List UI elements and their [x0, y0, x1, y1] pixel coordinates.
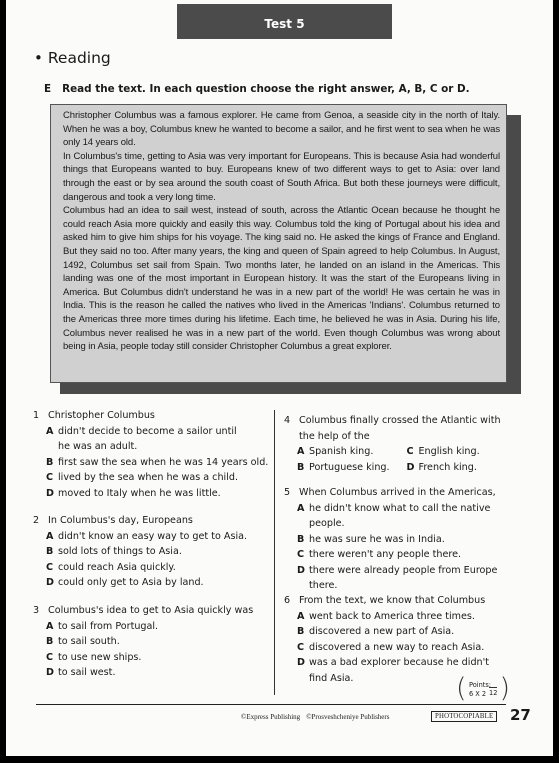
- option-letter: C: [406, 446, 414, 457]
- test-title: Test 5: [264, 17, 305, 31]
- option-4b[interactable]: [297, 460, 407, 476]
- question-number: 6: [284, 595, 291, 606]
- reading-passage: [50, 104, 507, 383]
- right-parenthesis: ): [499, 673, 510, 704]
- option-text: to use new ships.: [58, 651, 142, 663]
- section-title: Reading: [47, 49, 111, 67]
- test-title-banner: [177, 4, 392, 39]
- option-1c[interactable]: [33, 470, 273, 486]
- question-stem: Columbus's idea to get to Asia quickly was: [48, 605, 254, 616]
- option-letter: B: [297, 533, 305, 545]
- option-letter: C: [46, 561, 54, 573]
- passage-paragraph-1: Christopher Columbus was a famous explorer. He came from Genoa, a seaside city in the north of Italy. When he was a boy, Columbus knew he wanted to become a sailor, and he first went to sea when he was only 14 years old.: [63, 110, 500, 149]
- option-4a[interactable]: [297, 444, 407, 460]
- question-stem: From the text, we know that Columbus: [299, 595, 486, 606]
- option-text: he didn't know what to call the native people.: [309, 502, 491, 529]
- publisher-2: ©Prosveshcheniye Publishers: [306, 713, 390, 721]
- option-letter: A: [46, 425, 54, 437]
- question-number: 1: [33, 410, 40, 421]
- option-3b[interactable]: [33, 634, 273, 650]
- option-text: went back to America three times.: [309, 610, 475, 622]
- option-letter: B: [297, 626, 305, 637]
- option-letter: A: [297, 446, 305, 457]
- question-1: [33, 408, 273, 501]
- option-4d[interactable]: [407, 460, 517, 476]
- option-letter: D: [46, 577, 54, 588]
- option-letter: A: [46, 620, 54, 632]
- option-text: sold lots of things to Asia.: [58, 546, 182, 557]
- option-text: French king.: [418, 461, 477, 473]
- option-letter: D: [297, 564, 305, 576]
- option-text: didn't decide to become a sailor until he was an adult.: [58, 425, 237, 452]
- question-3: [33, 603, 273, 681]
- option-letter: C: [46, 651, 54, 663]
- points-label-group: [469, 681, 491, 699]
- passage-paragraph-2: In Columbus's time, getting to Asia was very important for Europeans. This is because Asia had wonderful things that Europeans wanted to buy. Europeans knew of two different ways to get to Asia: over land through the east or by sea around the south coast of South Africa. But both these journeys were difficult, dangerous and took a very long time.: [63, 150, 500, 203]
- option-letter: D: [297, 657, 305, 668]
- question-stem: When Columbus arrived in the Americas,: [299, 487, 496, 498]
- option-1d[interactable]: [33, 486, 273, 502]
- option-letter: B: [46, 636, 54, 647]
- publisher-1: ©Express Publishing: [241, 713, 301, 721]
- option-5b[interactable]: [284, 532, 516, 548]
- option-letter: B: [46, 456, 54, 468]
- passage-paragraph-3: Columbus had an idea to sail west, instead of south, across the Atlantic Ocean because he thought he could reach Asia more quickly and easily this way. Columbus told the king of Portugal about his idea and asked him to give him ships for his voyage. The king said no. He asked the kings of France and England. But they said no too. After many years, the king and queen of Spain agreed to help Columbus. In August, 1492, Columbus set sail from Spain. Two months later, he landed on an island in the Americas. This landing was one of the most important in European history. It was the start of the Europeans living in America. But Columbus didn't understand he was in a new part of the world! He was certain he was in India. This is the reason he called the natives who lived in the Americas 'Indians'. Columbus returned to the Americas three more times during his lifetime. Each time, he believed he was in Asia. During his life, Columbus never realised he was in a new part of the world. Even though Columbus was wrong about being in Asia, people today still consider Christopher Columbus a great explorer.: [63, 205, 500, 353]
- option-text: discovered a new way to reach Asia.: [309, 641, 485, 653]
- option-text: to sail from Portugal.: [58, 620, 159, 632]
- option-letter: A: [297, 502, 305, 514]
- points-label: Points:: [469, 681, 492, 689]
- column-divider: [274, 410, 275, 695]
- option-text: there weren't any people there.: [309, 549, 462, 560]
- points-formula: 6 X 2: [469, 690, 487, 698]
- option-text: to sail south.: [58, 636, 120, 647]
- task-letter: E: [44, 83, 52, 95]
- left-parenthesis: (: [456, 673, 467, 704]
- option-letter: B: [297, 461, 305, 473]
- option-text: English king.: [418, 446, 480, 457]
- option-text: didn't know an easy way to get to Asia.: [58, 530, 248, 542]
- option-1a[interactable]: [33, 424, 273, 455]
- question-number: 4: [284, 415, 291, 426]
- footer-rule: [36, 704, 506, 705]
- option-4c[interactable]: [407, 444, 517, 460]
- option-letter: D: [406, 461, 415, 473]
- option-text: could only get to Asia by land.: [58, 577, 204, 588]
- task-instruction-text: Read the text. In each question choose the right answer, A, B, C or D.: [62, 83, 470, 95]
- option-3a[interactable]: [33, 619, 273, 635]
- option-6c[interactable]: [284, 640, 516, 656]
- option-letter: C: [297, 641, 305, 653]
- option-letter: D: [46, 487, 54, 499]
- points-box: [456, 673, 510, 705]
- option-letter: C: [297, 549, 305, 560]
- option-text: Portuguese king.: [309, 461, 390, 473]
- question-stem: In Columbus's day, Europeans: [48, 515, 193, 526]
- option-5c[interactable]: [284, 547, 516, 563]
- option-2d[interactable]: [33, 575, 273, 591]
- option-text: Spanish king.: [309, 446, 374, 457]
- option-text: he was sure he was in India.: [309, 533, 445, 545]
- option-text: there were already people from Europe there.: [309, 564, 498, 591]
- photocopiable-badge: PHOTOCOPIABLE: [431, 711, 497, 722]
- option-text: to sail west.: [58, 667, 116, 678]
- question-2: [33, 513, 273, 591]
- option-letter: D: [46, 667, 54, 678]
- page-number: 27: [510, 706, 531, 724]
- option-6b[interactable]: [284, 624, 516, 640]
- option-5d[interactable]: [284, 563, 516, 594]
- option-3c[interactable]: [33, 650, 273, 666]
- option-text: discovered a new part of Asia.: [309, 626, 455, 637]
- footer-publishers: [241, 713, 389, 721]
- question-4: [284, 413, 516, 475]
- option-text: was a bad explorer because he didn't find Asia.: [309, 657, 490, 684]
- points-total: 12: [489, 689, 498, 697]
- option-5a[interactable]: [284, 501, 516, 532]
- option-letter: C: [46, 472, 54, 483]
- option-text: lived by the sea when he was a child.: [58, 472, 239, 483]
- option-2c[interactable]: [33, 560, 273, 576]
- option-6a[interactable]: [284, 609, 516, 625]
- question-5: [284, 485, 516, 594]
- question-stem: Christopher Columbus: [48, 410, 155, 421]
- section-heading: [34, 49, 111, 67]
- task-instruction: [44, 83, 470, 95]
- option-2b[interactable]: [33, 544, 273, 560]
- option-letter: A: [297, 610, 305, 622]
- option-1b[interactable]: [33, 455, 273, 471]
- option-2a[interactable]: [33, 529, 273, 545]
- option-letter: A: [46, 530, 54, 542]
- option-text: could reach Asia quickly.: [58, 561, 176, 573]
- question-number: 5: [284, 487, 291, 498]
- bullet-icon: •: [34, 49, 43, 67]
- option-text: first saw the sea when he was 14 years old.: [58, 456, 269, 468]
- question-number: 3: [33, 605, 40, 616]
- question-6: [284, 593, 516, 686]
- question-number: 2: [33, 515, 40, 526]
- worksheet-page: [6, 0, 553, 756]
- option-3d[interactable]: [33, 665, 273, 681]
- question-stem: Columbus finally crossed the Atlantic with the help of the: [299, 415, 501, 442]
- option-text: moved to Italy when he was little.: [58, 487, 221, 499]
- option-letter: B: [46, 546, 54, 557]
